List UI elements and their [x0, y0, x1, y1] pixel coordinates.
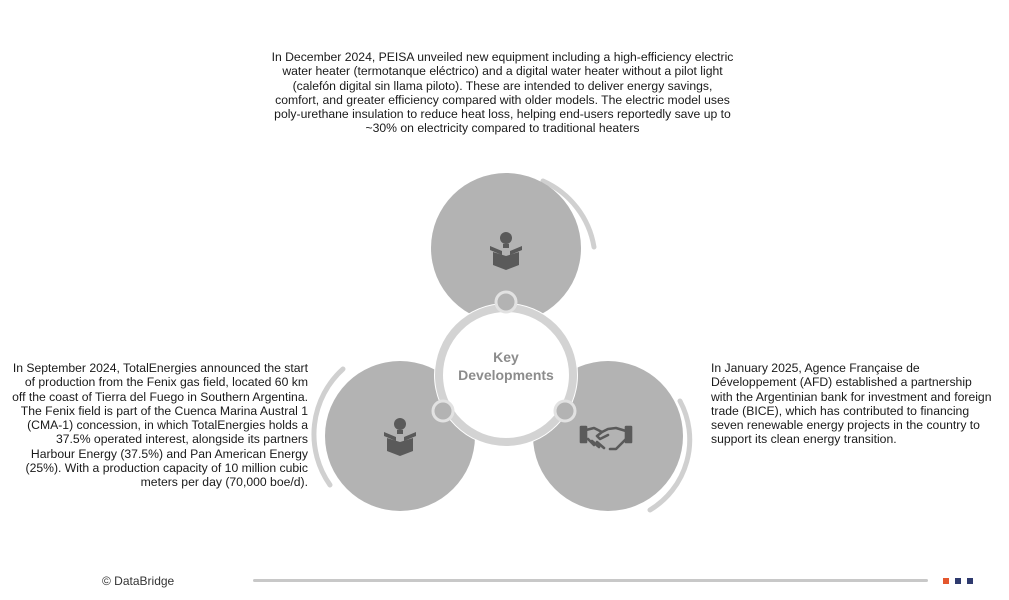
- footer-dot-orange: [943, 578, 949, 584]
- center-title-line2: Developments: [458, 367, 554, 383]
- footer-brand: © DataBridge: [102, 574, 175, 588]
- footer-dot-navy-1: [955, 578, 961, 584]
- footer-dot-navy-2: [967, 578, 973, 584]
- connector-dot-top: [496, 292, 516, 312]
- development-text-right: In January 2025, Agence Française de Développement (AFD) established a partnership with the Argentinian bank for investment and foreign trade (BICE), which has contributed to financing seven renewable energy projects in the country to support its clean energy transition.: [711, 361, 992, 447]
- development-text-left: In September 2024, TotalEnergies announced the start of production from the Fenix gas field, located 60 km off the coast of Tierra del Fuego in Southern Argentina. The Fenix field is part of the Cuenca Marina Austral 1 (CMA-1) concession, in which TotalEnergies holds a 37.5% operated interest, alongside its partners Harbour Energy (37.5%) and Pan American Energy (25%). With a production capacity of 10 million cubic meters per day (70,000 boe/d).: [12, 361, 308, 490]
- footer-divider: [253, 579, 928, 582]
- connector-dot-right: [555, 401, 575, 421]
- connector-dot-left: [433, 401, 453, 421]
- development-text-top: In December 2024, PEISA unveiled new equipment including a high-efficiency electric water heater (termotanque eléctrico) and a digital water heater without a pilot light (calefón digital sin llama piloto). These are intended to deliver energy savings, comfort, and greater efficiency compared with older models. The electric model uses poly-urethane insulation to reduce heat loss, helping end-users reportedly save up to ~30% on electricity compared to traditional heaters: [271, 50, 734, 136]
- center-title-line1: Key: [493, 349, 519, 365]
